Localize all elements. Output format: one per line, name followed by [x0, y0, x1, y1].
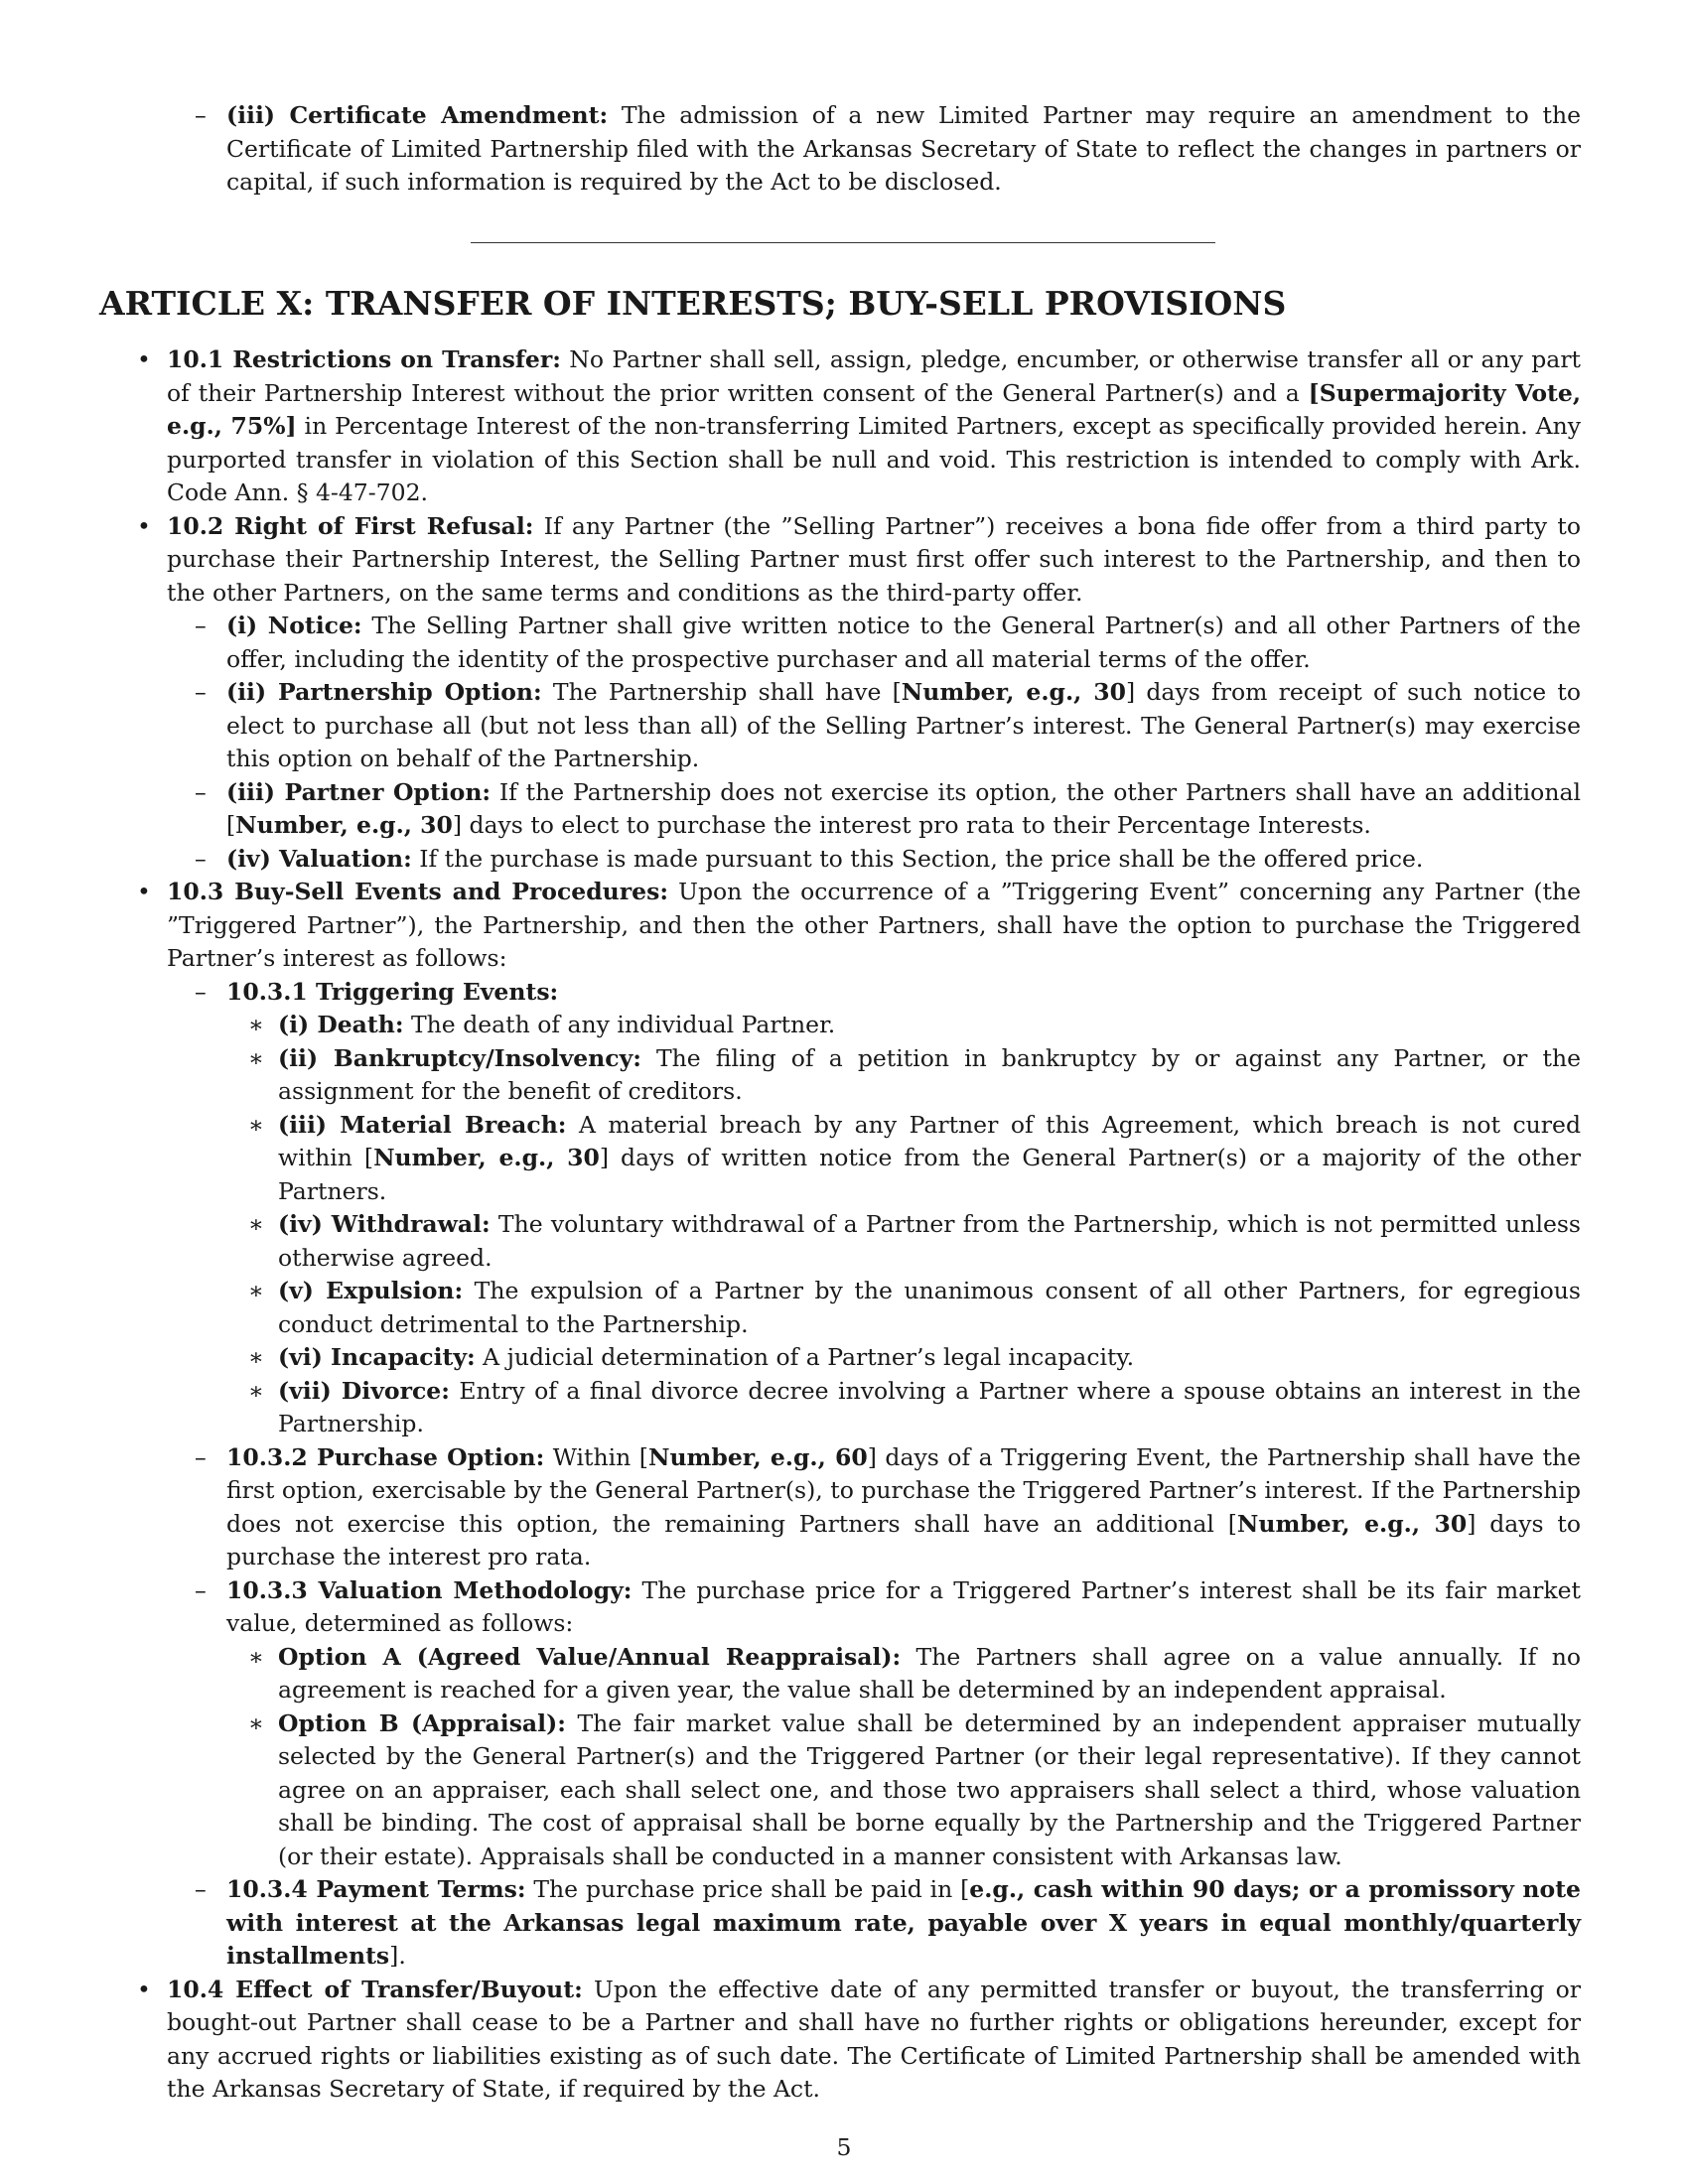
- article-title: ARTICLE X: TRANSFER OF INTERESTS; BUY-SELL PROVISIONS: [99, 284, 1287, 323]
- section-10-2-iv: [195, 843, 1581, 877]
- star-marker: ∗: [248, 1376, 264, 1405]
- section-label: 10.2 Right of First Refusal:: [167, 511, 534, 540]
- section-label: 10.4 Effect of Transfer/Buyout:: [167, 1975, 583, 2003]
- section-10-2: [137, 510, 1581, 611]
- star-marker: ∗: [248, 1011, 264, 1038]
- item-label: (i) Death:: [278, 1011, 404, 1038]
- item-label: (iii) Certificate Amendment:: [226, 101, 609, 129]
- section-divider: [471, 242, 1215, 243]
- section-10-3-2: [195, 1441, 1581, 1574]
- section-text: in Percentage Interest of the non-transferring Limited Partners, except as specifically provided herein. Any purported transfer in violation of this Section shall be null and void. This restriction is intended to comply with Ark. Code Ann. § 4-47-702.: [167, 412, 1581, 506]
- placeholder-bold: e.g., cash within 90 days; or a promissory note with interest at the Arkansas legal maximum rate, payable over X years in equal monthly/quarterly installments: [226, 1875, 1581, 1970]
- item-text: The purchase price shall be paid in [: [525, 1875, 970, 1903]
- item-text: The fair market value shall be determined by an independent appraiser mutually selected by the General Partner(s) and the Triggered Partner (or their legal representative). If they cannot agree on an appraiser, each shall select one, and those two appraisers shall select a third, whose valuation shall be binding. The cost of appraisal shall be borne equally by the Partnership and the Triggered Partner (or their estate). Appraisals shall be conducted in a manner consistent with Arkansas law.: [278, 1708, 1581, 1870]
- trigger-incapacity: [248, 1341, 1581, 1375]
- item-label: (i) Notice:: [226, 612, 362, 639]
- placeholder-bold: Number, e.g., 30: [235, 811, 453, 839]
- item-label: 10.3.2 Purchase Option:: [226, 1442, 545, 1471]
- valuation-option-a: [248, 1641, 1581, 1707]
- bullet-marker: •: [137, 345, 151, 373]
- section-text: Upon the occurrence of a ”Triggering Event” concerning any Partner (the ”Triggered Partner”), the Partnership, and then the other Partners, shall have the option to purchase the Triggered Partner’s interest as follows:: [167, 878, 1581, 972]
- item-text: The purchase price for a Triggered Partner’s interest shall be its fair market value, determined as follows:: [226, 1575, 1581, 1637]
- star-marker: ∗: [248, 1708, 264, 1737]
- item-text: ] days to purchase the interest pro rata.: [226, 1509, 1581, 1570]
- item-label: 10.3.1 Triggering Events:: [226, 977, 559, 1006]
- item-label: (vi) Incapacity:: [278, 1343, 476, 1371]
- placeholder-bold: Number, e.g., 30: [901, 678, 1126, 706]
- star-marker: ∗: [248, 1343, 264, 1371]
- item-text: The Selling Partner shall give written notice to the General Partner(s) and all other Partners of the offer, including the identity of the prospective purchaser and all material terms of the offer.: [226, 612, 1581, 673]
- bullet-marker: •: [137, 511, 151, 540]
- star-marker: ∗: [248, 1642, 264, 1671]
- item-text: The death of any individual Partner.: [403, 1011, 836, 1038]
- placeholder-bold: Number, e.g., 30: [1236, 1509, 1468, 1538]
- dash-marker: –: [195, 777, 207, 806]
- dash-marker: –: [195, 1442, 207, 1471]
- section-10-2-ii: [195, 676, 1581, 776]
- item-text: A material breach by any Partner of this Agreement, which breach is not cured within [: [278, 1110, 1581, 1171]
- item-text: ].: [389, 1942, 406, 1970]
- item-text: The filing of a petition in bankruptcy by or against any Partner, or the assignment for the benefit of creditors.: [278, 1043, 1581, 1105]
- section-label: 10.3 Buy-Sell Events and Procedures:: [167, 878, 668, 905]
- item-label: (iv) Valuation:: [226, 844, 412, 873]
- trigger-expulsion: [248, 1275, 1581, 1341]
- item-label: (iii) Partner Option:: [226, 777, 492, 806]
- item-text: The Partnership shall have [: [541, 678, 902, 706]
- item-text: If the Partnership does not exercise its option, the other Partners shall have an additional [: [226, 777, 1581, 839]
- section-10-1: [137, 343, 1581, 510]
- section-text: If any Partner (the ”Selling Partner”) receives a bona fide offer from a third party to purchase their Partnership Interest, the Selling Partner must first offer such interest to the Partnership, and then to the other Partners, on the same terms and conditions as the third-party offer.: [167, 511, 1581, 607]
- bullet-marker: •: [137, 1975, 151, 2003]
- item-label: 10.3.3 Valuation Methodology:: [226, 1575, 633, 1604]
- section-label: 10.1 Restrictions on Transfer:: [167, 345, 561, 373]
- section-10-3-4: [195, 1873, 1581, 1974]
- item-label: (ii) Bankruptcy/Insolvency:: [278, 1043, 641, 1072]
- dash-marker: –: [195, 612, 207, 639]
- item-text: Within [: [544, 1442, 648, 1471]
- item-label: (iii) Material Breach:: [278, 1110, 567, 1139]
- star-marker: ∗: [248, 1277, 264, 1304]
- item-text: The expulsion of a Partner by the unanimous consent of all other Partners, for egregious conduct detrimental to the Partnership.: [278, 1277, 1581, 1338]
- article-body: [0, 343, 1688, 2107]
- item-text: ] days of written notice from the General Partner(s) or a majority of the other Partners.: [278, 1144, 1581, 1205]
- trigger-death: [248, 1009, 1581, 1042]
- item-text: ] days of a Triggering Event, the Partnership shall have the first option, exercisable by the General Partner(s), to purchase the Triggered Partner’s interest. If the Partnership does not exercise this option, the remaining Partners shall have an additional [: [226, 1442, 1581, 1538]
- trigger-material-breach: [248, 1109, 1581, 1209]
- intro-block: [0, 99, 1688, 200]
- section-text: Upon the effective date of any permitted transfer or buyout, the transferring or bought-out Partner shall cease to be a Partner and shall have no further rights or obligations hereunder, except for any accrued rights or liabilities existing as of such date. The Certificate of Limited Partnership shall be amended with the Arkansas Secretary of State, if required by the Act.: [167, 1975, 1582, 2103]
- bullet-marker: •: [137, 878, 151, 905]
- section-10-4: [137, 1974, 1582, 2107]
- item-text: The admission of a new Limited Partner may require an amendment to the Certificate of Limited Partnership filed with the Arkansas Secretary of State to reflect the changes in partners or capital, if such information is required by the Act to be disclosed.: [226, 101, 1581, 196]
- section-10-3: [137, 876, 1581, 976]
- item-text: If the purchase is made pursuant to this Section, the price shall be the offered price.: [411, 844, 1424, 873]
- section-text: No Partner shall sell, assign, pledge, encumber, or otherwise transfer all or any part of their Partnership Interest without the prior written consent of the General Partner(s) and a: [167, 345, 1581, 407]
- trigger-divorce: [248, 1375, 1581, 1441]
- dash-marker: –: [195, 1575, 207, 1604]
- item-text: ] days from receipt of such notice to elect to purchase all (but not less than all) of the Selling Partner’s interest. The General Partner(s) may exercise this option on behalf of the Partnership.: [226, 678, 1581, 772]
- item-label: Option A (Agreed Value/Annual Reappraisal):: [278, 1642, 902, 1671]
- star-marker: ∗: [248, 1210, 264, 1238]
- star-marker: ∗: [248, 1110, 264, 1139]
- trigger-bankruptcy: [248, 1042, 1581, 1109]
- trigger-withdrawal: [248, 1208, 1581, 1275]
- placeholder-bold: [Supermajority Vote, e.g., 75%]: [167, 378, 1581, 440]
- certificate-amendment-item: [195, 99, 1581, 200]
- section-10-3-1: [195, 976, 1581, 1010]
- placeholder-bold: Number, e.g., 60: [647, 1442, 868, 1471]
- dash-marker: –: [195, 977, 207, 1006]
- item-label: 10.3.4 Payment Terms:: [226, 1875, 526, 1903]
- item-label: (vii) Divorce:: [278, 1376, 450, 1405]
- star-marker: ∗: [248, 1043, 264, 1072]
- item-text: A judicial determination of a Partner’s legal incapacity.: [475, 1343, 1135, 1371]
- item-label: (ii) Partnership Option:: [226, 678, 542, 706]
- item-text: The Partners shall agree on a value annually. If no agreement is reached for a given year, the value shall be determined by an independent appraisal.: [278, 1642, 1581, 1704]
- item-label: (iv) Withdrawal:: [278, 1210, 491, 1238]
- section-10-2-i: [195, 610, 1581, 676]
- item-label: Option B (Appraisal):: [278, 1708, 566, 1737]
- valuation-option-b: [248, 1707, 1581, 1874]
- item-text: The voluntary withdrawal of a Partner from the Partnership, which is not permitted unless otherwise agreed.: [278, 1210, 1581, 1272]
- dash-marker: –: [195, 101, 207, 129]
- dash-marker: –: [195, 844, 207, 873]
- item-label: (v) Expulsion:: [278, 1277, 464, 1304]
- item-text: ] days to elect to purchase the interest pro rata to their Percentage Interests.: [452, 811, 1371, 839]
- item-text: Entry of a final divorce decree involving a Partner where a spouse obtains an interest in the Partnership.: [278, 1376, 1581, 1437]
- dash-marker: –: [195, 1875, 207, 1903]
- section-10-3-3: [195, 1574, 1581, 1641]
- page-number: 5: [836, 2133, 852, 2161]
- dash-marker: –: [195, 678, 207, 706]
- section-10-2-iii: [195, 776, 1581, 843]
- placeholder-bold: Number, e.g., 30: [373, 1144, 600, 1171]
